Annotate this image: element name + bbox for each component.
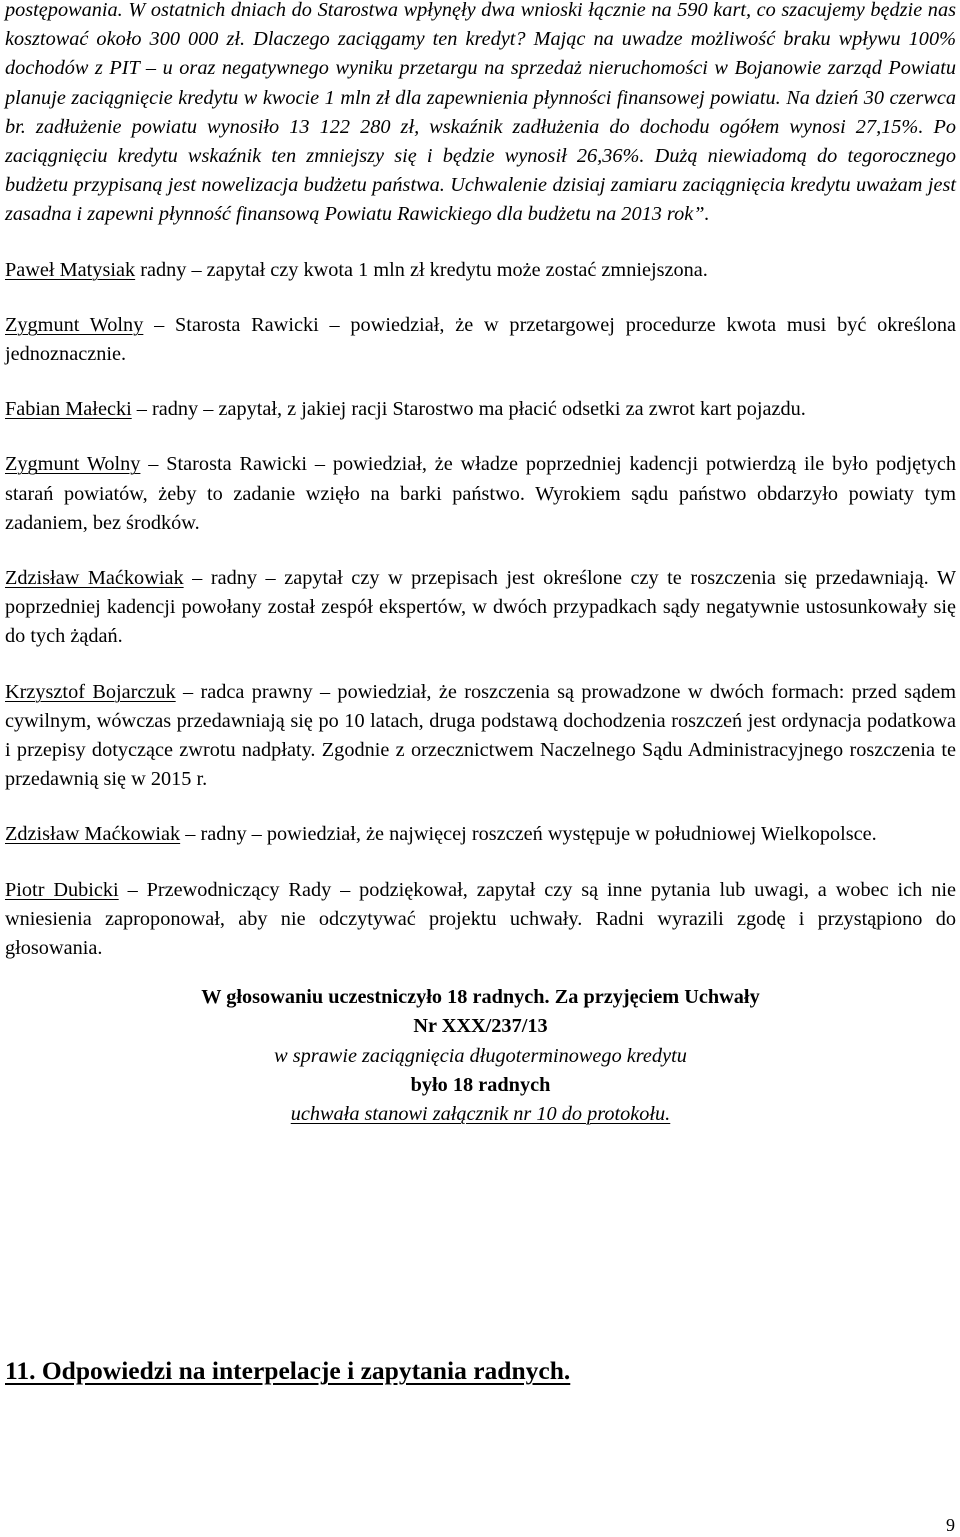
speaker-name: Piotr Dubicki xyxy=(5,878,119,901)
speaker-name: Zdzisław Maćkowiak xyxy=(5,567,184,590)
statement-paragraph xyxy=(5,450,956,538)
speaker-name: Zygmunt Wolny xyxy=(5,313,144,336)
vote-count-line: było 18 radnych xyxy=(410,1073,551,1096)
spacer xyxy=(5,794,956,820)
spacer xyxy=(5,369,956,395)
intro-paragraph: postępowania. W ostatnich dniach do Starostwa wpłynęły dwa wnioski łącznie na 590 kart, co szacujemy będzie nas kosztować około 300 000 zł. Dlaczego zaciągamy ten kredyt? Mając na uwadze możliwość braku wpływu 100% dochodów z PIT – u oraz negatywnego wyniku przetargu na sprzedaż nieruchomości w Bojanowie zarząd Powiatu planuje zaciągnięcie kredytu w kwocie 1 mln zł dla zapewnienia płynności finansowej powiatu. Na dzień 30 czerwca br. zadłużenie powiatu wynosiło 13 122 280 zł, wskaźnik zadłużenia do dochodu ogółem wynosi 27,15%. Po zaciągnięciu kredytu wskaźnik ten zmniejszy się i będzie wynosił 26,36%. Dużą niewiadomą do tegorocznego budżetu przypisaną jest nowelizacja budżetu państwa. Uchwalenie dzisiaj zamiaru zaciągnięcia kredytu uważam jest zasadna i zapewni płynność finansową Powiatu Rawickiego dla budżetu na 2013 rok”. xyxy=(5,0,956,226)
statement-paragraph xyxy=(5,820,956,849)
spacer xyxy=(5,538,956,564)
vote-result-block xyxy=(5,983,956,1129)
speaker-name: Krzysztof Bojarczuk xyxy=(5,680,176,703)
speaker-name: Paweł Matysiak xyxy=(5,258,136,281)
speaker-name: Fabian Małecki xyxy=(5,398,132,421)
statement-text: – radny – zapytał czy w przepisach jest określone czy te roszczenia się przedawniają. W poprzedniej kadencji powołany został zespół ekspertów, w dwóch przypadkach sądy negatywnie ustosunkowały się do tych żądań. xyxy=(5,567,956,648)
resolution-number: Nr XXX/237/13 xyxy=(413,1015,548,1038)
statement-text: – Starosta Rawicki – powiedział, że władze poprzedniej kadencji potwierdzą ile było podjętych starań powiatów, żeby to zadanie wzięło na barki państwo. Wyrokiem sądu państwo obdarzyło powiaty tym zadaniem, bez środków. xyxy=(5,453,956,534)
spacer xyxy=(5,230,956,256)
page-number: 9 xyxy=(946,1515,955,1535)
statement-paragraph xyxy=(5,876,956,964)
attachment-note xyxy=(5,1100,956,1129)
statement-text: – radny – powiedział, że najwięcej roszczeń występuje w południowej Wielkopolsce. xyxy=(180,823,877,846)
resolution-subject: w sprawie zaciągnięcia długoterminowego kredytu xyxy=(274,1044,687,1067)
statement-paragraph xyxy=(5,311,956,369)
statement-text: – Przewodniczący Rady – podziękował, zapytał czy są inne pytania lub uwagi, a wobec ich nie wniesienia zaproponował, aby nie odczytywać projektu uchwały. Radni wyrazili zgodę i przystąpiono do głosowania. xyxy=(5,878,956,960)
statement-paragraph xyxy=(5,678,956,795)
vote-summary-line: W głosowaniu uczestniczyło 18 radnych. Za przyjęciem Uchwały xyxy=(201,986,760,1009)
spacer xyxy=(5,424,956,450)
statement-text: – radca prawny – powiedział, że roszczenia są prowadzone w dwóch formach: przed sądem cywilnym, wówczas przedawniają się po 10 latach, druga podstawą dochodzenia roszczeń jest ordynacja podatkowa i przepisy dotyczące zwrotu nadpłaty. Zgodnie z orzecznictwem Naczelnego Sądu Administracyjnego roszczenia te przedawnią się w 2015 r. xyxy=(5,680,956,791)
statement-paragraph xyxy=(5,256,956,285)
statement-paragraph xyxy=(5,395,956,424)
statement-paragraph xyxy=(5,564,956,652)
document-page xyxy=(5,0,956,1385)
attachment-note-text: uchwała stanowi załącznik nr 10 do protokołu. xyxy=(290,1103,671,1126)
spacer xyxy=(5,850,956,876)
spacer xyxy=(5,285,956,311)
spacer xyxy=(5,652,956,678)
statement-text: – Starosta Rawicki – powiedział, że w przetargowej procedurze kwota musi być określona jednoznacznie. xyxy=(5,313,956,366)
section-heading: 11. Odpowiedzi na interpelacje i zapytania radnych. xyxy=(5,1356,571,1385)
statement-text: – radny – zapytał, z jakiej racji Starostwo ma płacić odsetki za zwrot kart pojazdu. xyxy=(131,398,806,421)
statement-text: radny – zapytał czy kwota 1 mln zł kredytu może zostać zmniejszona. xyxy=(135,258,708,281)
speaker-name: Zygmunt Wolny xyxy=(5,453,141,476)
speaker-name: Zdzisław Maćkowiak xyxy=(5,823,181,846)
